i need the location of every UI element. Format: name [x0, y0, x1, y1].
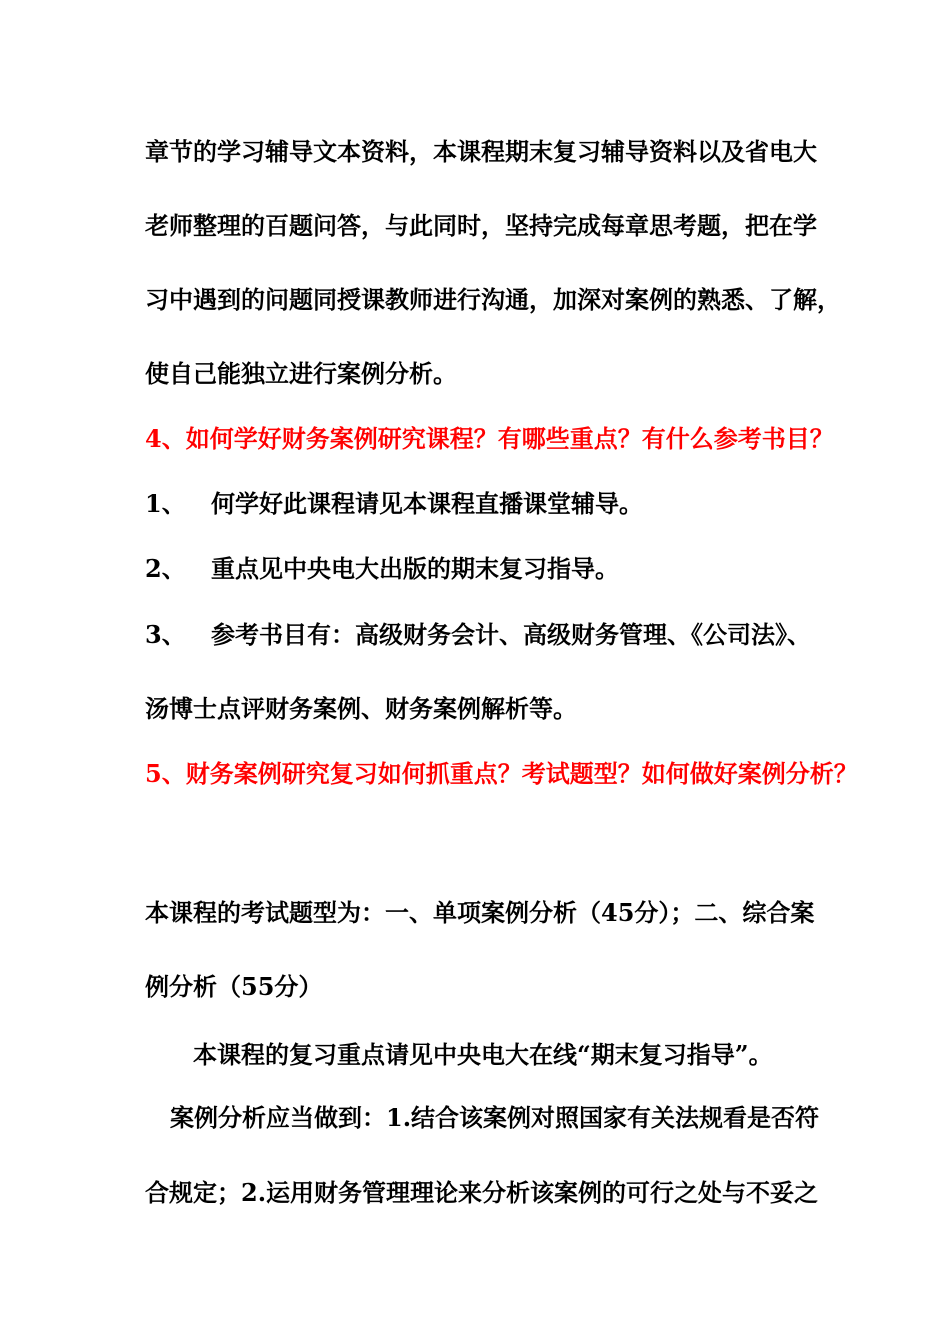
- question-heading-4: 4、如何学好财务案例研究课程？有哪些重点？有什么参考书目？: [145, 424, 834, 453]
- paragraph-line: 章节的学习辅导文本资料，本课程期末复习辅导资料以及省电大: [145, 137, 817, 166]
- paragraph-line: 使自己能独立进行案例分析。: [145, 359, 457, 388]
- item-number: 2、: [145, 554, 186, 583]
- paragraph-line: 习中遇到的问题同授课教师进行沟通，加深对案例的熟悉、了解，: [145, 285, 841, 314]
- question-heading-5: 5、财务案例研究复习如何抓重点？考试题型？如何做好案例分析？: [145, 759, 858, 788]
- review-focus: 本课程的复习重点请见中央电大在线“期末复习指导”。: [193, 1040, 773, 1069]
- item-number: 3、: [145, 620, 186, 649]
- case-analysis-line: 案例分析应当做到：1.结合该案例对照国家有关法规看是否符: [170, 1103, 820, 1132]
- item-text: 何学好此课程请见本课程直播课堂辅导。: [211, 489, 643, 518]
- exam-type-line: 本课程的考试题型为：一、单项案例分析（45分）；二、综合案: [145, 898, 815, 927]
- answer-item: [145, 620, 811, 650]
- answer-item: [145, 554, 619, 584]
- case-analysis-line: 合规定；2.运用财务管理理论来分析该案例的可行之处与不妥之: [145, 1178, 819, 1207]
- item-text: 重点见中央电大出版的期末复习指导。: [211, 554, 619, 583]
- answer-continuation: 汤博士点评财务案例、财务案例解析等。: [145, 694, 577, 723]
- answer-item: [145, 489, 643, 519]
- item-text: 参考书目有：高级财务会计、高级财务管理、《公司法》、: [211, 620, 811, 649]
- exam-type-line: 例分析（55分）: [145, 972, 323, 1001]
- item-number: 1、: [145, 489, 186, 518]
- paragraph-line: 老师整理的百题问答，与此同时，坚持完成每章思考题，把在学: [145, 211, 817, 240]
